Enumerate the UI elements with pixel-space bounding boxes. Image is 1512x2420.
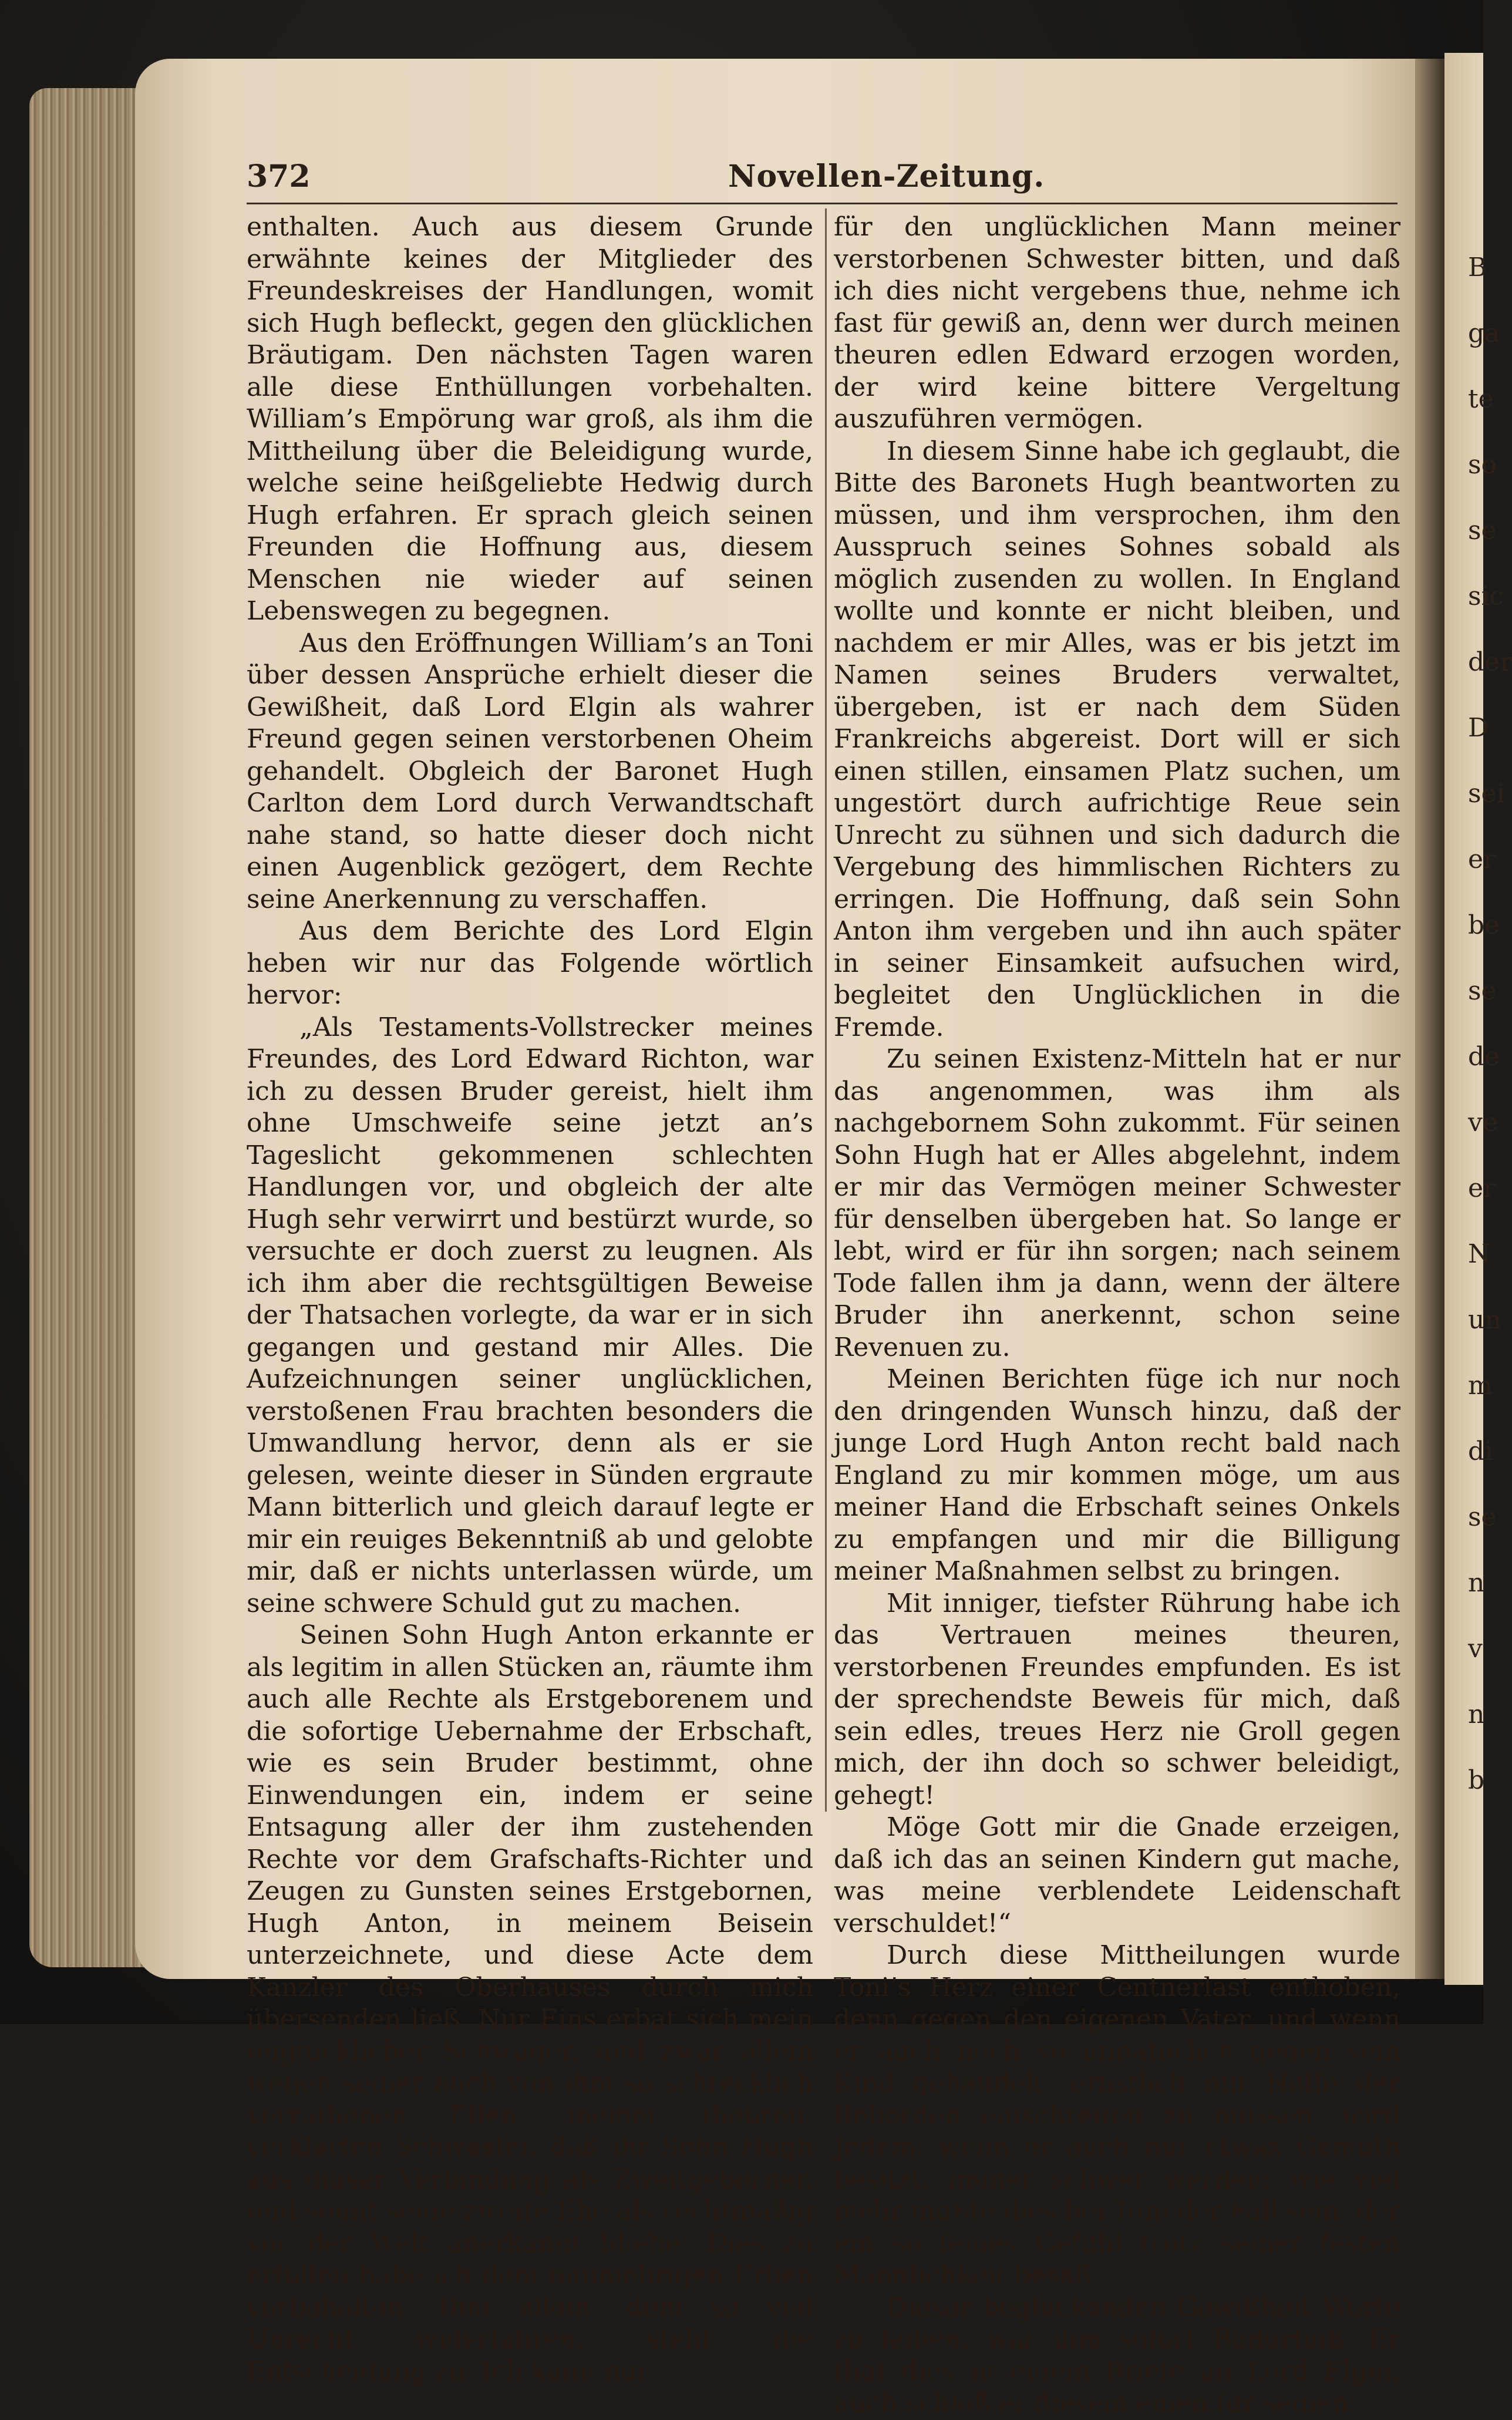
paragraph: enthalten. Auch aus diesem Grunde erwähnte keines der Mitglieder des Freundeskreises der Handlungen, womit sich Hugh befleckt, gegen den glücklichen Bräutigam. Den nächsten Tagen waren alle diese Enthüllungen vorbehalten. William’s Empörung war groß, als ihm die Mittheilung über die Beleidigung wurde, welche seine heißgeliebte Hedwig durch Hugh erfahren. Er sprach gleich seinen Freunden die Hoffnung aus, diesem Menschen nie wieder auf seinen Lebenswegen zu begegnen. (247, 212, 813, 626)
paragraph: Möge Gott mir die Gnade erzeigen, daß ich das an seinen Kindern gut mache, was meine verblendete Leidenschaft verschuldet!“ (834, 1812, 1400, 1938)
right-column (834, 211, 1400, 2420)
facing-page-fragment: B (1468, 253, 1487, 282)
column-divider (825, 208, 827, 1812)
page-number: 372 (247, 159, 311, 194)
left-column (247, 211, 813, 2388)
facing-page-fragment: se (1468, 976, 1497, 1006)
facing-page-fragment: er (1468, 1173, 1496, 1203)
facing-page-fragment: di (1468, 1436, 1493, 1466)
paragraph: „Als Testaments-Vollstrecker meines Freundes, des Lord Edward Richton, war ich zu dessen Bruder gereist, hielt ihm ohne Umschweife seine jetzt an’s Tageslicht gekommenen schlechten Handlungen vor, und obgleich der alte Hugh sehr verwirrt und bestürzt wurde, so versuchte er doch zuerst zu leugnen. Als ich ihm aber die rechtsgültigen Beweise der Thatsachen vorlegte, da war er in sich gegangen und gestand mir Alles. Die Aufzeichnungen seiner unglücklichen, verstoßenen Frau brachten besonders die Umwandlung hervor, denn als er sie gelesen, weinte dieser in Sünden ergraute Mann bitterlich und gleich darauf legte er mir ein reuiges Bekenntniß ab und gelobte mir, daß er nichts unterlassen würde, um seine schwere Schuld gut zu machen. (247, 1012, 813, 1618)
facing-page-fragment: b (1468, 1765, 1485, 1795)
paragraph: Mit inniger, tiefster Rührung habe ich das Vertrauen meines theuren, verstorbenen Freundes empfunden. Es ist der sprechendste Beweis für mich, daß sein edles, treues Herz nie Groll gegen mich, der ihn doch so schwer beleidigt, gehegt! (834, 1588, 1400, 1810)
facing-page-fragment: N (1468, 1239, 1491, 1269)
facing-page-fragment: be (1468, 910, 1500, 940)
paragraph: Dieser beglückenden Gewißheit Worte zu leihen, war ihm sofort Bedürfniß. Er that dies in einem Briefe an Lord Elgin, auch schloß er diesem einen für seinen (834, 2292, 1400, 2418)
facing-page-fragment: D (1468, 713, 1489, 743)
facing-page-fragment: se (1468, 1502, 1497, 1532)
facing-page-fragment: n (1468, 1568, 1485, 1598)
facing-page-fragment: sic (1468, 581, 1504, 611)
running-title: Novellen-Zeitung. (728, 159, 1045, 194)
facing-page-edge (1444, 53, 1512, 1985)
facing-page-fragment: m (1468, 1371, 1493, 1401)
facing-page-fragment: ga (1468, 318, 1500, 348)
facing-page-fragment: n (1468, 1699, 1485, 1729)
facing-page-fragment: te (1468, 384, 1494, 414)
paragraph: Zu seinen Existenz-Mitteln hat er nur das angenommen, was ihm als nachgebornem Sohn zukommt. Für seinen Sohn Hugh hat er Alles abgelehnt, indem er mir das Vermögen meiner Schwester für denselben übergeben hat. So lange er lebt, wird er für ihn sorgen; nach seinem Tode fallen ihm ja dann, wenn der ältere Bruder ihn anerkennt, schon seine Revenuen zu. (834, 1044, 1400, 1362)
facing-page-fragment: der (1468, 647, 1512, 677)
header-rule (247, 203, 1397, 204)
page-header (247, 159, 1409, 200)
facing-page-fragment: se (1468, 516, 1497, 546)
paragraph: In diesem Sinne habe ich geglaubt, die Bitte des Baronets Hugh beantworten zu müssen, und ihm versprochen, ihm den Ausspruch seines Sohnes sobald als möglich zusenden zu wollen. In England wollte und konnte er nicht bleiben, und nachdem er mir Alles, was er bis jetzt im Namen seines Bruders verwaltet, übergeben, ist er nach dem Süden Frankreichs abgereist. Dort will er sich einen stillen, einsamen Platz suchen, um ungestört durch aufrichtige Reue sein Unrecht zu sühnen und sich dadurch die Vergebung des himmlischen Richters zu erringen. Die Hoffnung, daß sein Sohn Anton ihm vergeben und ihn auch später in seiner Einsamkeit aufsuchen wird, begleitet den Unglücklichen in die Fremde. (834, 436, 1400, 1042)
paragraph: Aus den Eröffnungen William’s an Toni über dessen Ansprüche erhielt dieser die Gewißheit, daß Lord Elgin als wahrer Freund gegen seinen verstorbenen Oheim gehandelt. Obgleich der Baronet Hugh Carlton dem Lord durch Verwandtschaft nahe stand, so hatte dieser doch nicht einen Augenblick gezögert, dem Rechte seine Anerkennung zu verschaffen. (247, 628, 813, 914)
facing-page-fragment: un (1468, 1305, 1501, 1335)
paragraph: Durch diese Mittheilungen wurde Toni’s Herz einer Centnerlast enthoben, denn gegen den eigenen Vater, und wenn er auch noch so unnatürlich gegen sein Kind gehandelt, ernstlich mit Hülfe der Behörden einschreiten zu müssen, wird Jedem, wenn er auch nur etwas Gemüth besitzt, immer schwer werden; wie viel mehr mußte dies bei Toni der Fall sein, der ein so feines Gefühl trotz seiner festen Männlichkeit besaß. (834, 1940, 1400, 2290)
paragraph: für den unglücklichen Mann meiner verstorbenen Schwester bitten, und daß ich dies nicht vergebens thue, nehme ich fast für gewiß an, denn wer durch meinen theuren edlen Edward erzogen worden, der wird keine bittere Vergeltung auszuführen vermögen. (834, 212, 1400, 434)
facing-page-fragment: sei (1468, 779, 1505, 809)
facing-page-fragment: ve (1468, 1108, 1498, 1137)
facing-page-fragment: er (1468, 844, 1496, 874)
paragraph: Aus dem Berichte des Lord Elgin heben wir nur das Folgende wörtlich hervor: (247, 916, 813, 1010)
facing-page-fragment: v (1468, 1634, 1483, 1664)
facing-page-fragment: de (1468, 1042, 1500, 1072)
paragraph: Meinen Berichten füge ich nur noch den dringenden Wunsch hinzu, daß der junge Lord Hugh Anton recht bald nach England zu mir kommen möge, um aus meiner Hand die Erbschaft seines Onkels zu empfangen und mir die Billigung meiner Maßnahmen selbst zu bringen. (834, 1364, 1400, 1586)
facing-page-fragment: so (1468, 450, 1497, 480)
paragraph: Seinen Sohn Hugh Anton erkannte er als legitim in allen Stücken an, räumte ihm auch alle Rechte als Erstgeborenem und die sofortige Uebernahme der Erbschaft, wie es sein Bruder bestimmt, ohne Einwendungen ein, indem er seine Entsagung aller der ihm zustehenden Rechte vor dem Grafschafts-Richter und Zeugen zu Gunsten seines Erstgebornen, Hugh Anton, in meinem Beisein unterzeichnete, und diese Acte dem Kanzler des Oberhauses durch mich übersenden ließ. Nur Eins erbat sich mein unglücklicher Schwager, und zwar allein wegen seiner auch von ihm so schrecklich verrathenen Ellen, meiner theuren, verklärten Schwester, daß ihr Sohn Hugh aus dieser Verbindung als Zweitgeborner, und somit seine zweite Ehe als rechtmäßig vor der Welt anerkannt bliebe. Dies zu erfüllen habe ich dem nunmehrigen Erben vorbehalten. Ihm allein, dem so viel Unrecht widerfahren, steht die Entscheidung zu. Ich kann nur (247, 1620, 813, 2387)
